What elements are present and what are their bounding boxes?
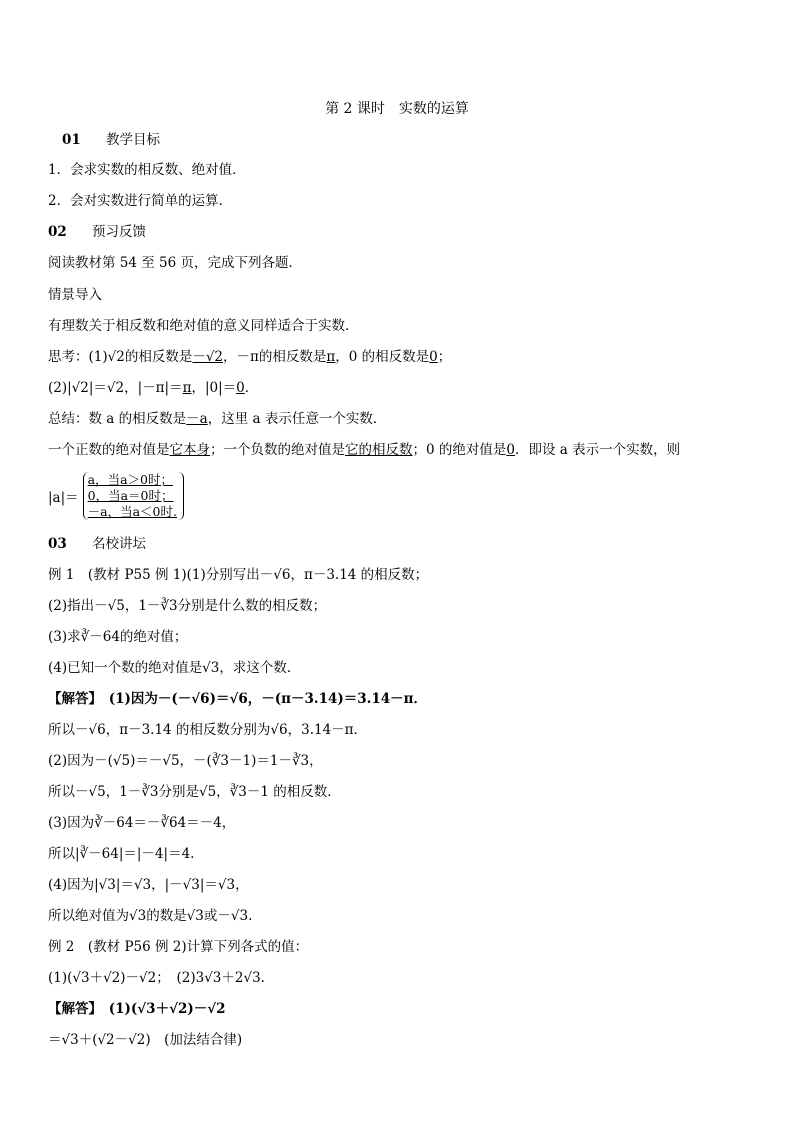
intro-heading: 情景导入 — [48, 287, 102, 303]
solution-line: ＝√3＋(√2－√2) (加法结合律) — [48, 1032, 243, 1048]
answer-blank: 它的相反数 — [345, 442, 413, 458]
solution-line: 【解答】 (1)(√3＋√2)－√2 — [48, 1001, 226, 1017]
reading-instruction: 阅读教材第 54 至 56 页，完成下列各题． — [48, 255, 303, 271]
section-title: 名校讲坛 — [92, 536, 146, 552]
absolute-value-rule: 一个正数的绝对值是它本身；一个负数的绝对值是它的相反数；0 的绝对值是0．即设 a 表示一个实数，则 — [48, 442, 681, 458]
example-line: (4)已知一个数的绝对值是√3，求这个数． — [48, 660, 301, 676]
goal-item: 2．会对实数进行简单的运算． — [48, 193, 233, 209]
solution-line: (2)因为－(√5)＝－√5，－(∛3－1)＝1－∛3， — [48, 753, 323, 769]
solution-line: 【解答】 (1)因为－(－√6)＝√6，－(π－3.14)＝3.14－π． — [48, 691, 428, 707]
example-line: 例 2 (教材 P56 例 2)计算下列各式的值： — [48, 939, 309, 955]
section-heading-lecture — [48, 535, 146, 553]
piecewise-cases — [83, 472, 184, 520]
page-title: 第 2 课时 实数的运算 — [325, 101, 469, 117]
solution-line: 所以－√5，1－∛3分别是√5，∛3－1 的相反数． — [48, 784, 341, 800]
section-title: 教学目标 — [106, 132, 160, 148]
answer-blank: 0 — [236, 380, 245, 396]
solution-line: 所以|∛－64|＝|－4|＝4. — [48, 846, 195, 862]
goal-item: 1．会求实数的相反数、绝对值． — [48, 162, 246, 178]
section-heading-preview — [48, 223, 146, 241]
section-heading-goals — [62, 131, 160, 149]
answer-blank: 0 — [506, 442, 515, 458]
section-number: 03 — [48, 536, 67, 552]
summary: 总结：数 a 的相反数是－a，这里 a 表示任意一个实数． — [48, 411, 387, 427]
piecewise-case: －a，当a＜0时. — [87, 504, 177, 519]
solution-line: (3)因为∛－64＝－∛64＝－4， — [48, 815, 236, 831]
solution-line: (4)因为|√3|＝√3，|－√3|＝√3， — [48, 877, 249, 893]
example-line: (3)求∛－64的绝对值； — [48, 629, 188, 645]
intro-text: 有理数关于相反数和绝对值的意义同样适合于实数． — [48, 318, 359, 334]
section-number: 02 — [48, 224, 67, 240]
solution-line: 所以绝对值为√3的数是√3或－√3. — [48, 908, 253, 924]
section-number: 01 — [62, 132, 81, 148]
think-question-1: 思考：(1)√2的相反数是－√2，－π的相反数是π，0 的相反数是0； — [48, 349, 452, 365]
answer-blank: －a — [186, 411, 208, 427]
answer-blank: 0 — [429, 349, 438, 365]
piecewise-lhs: |a|＝ — [48, 490, 79, 506]
piecewise-definition — [48, 472, 184, 520]
answer-blank: －√2 — [192, 349, 224, 365]
solution-line: 所以－√6，π－3.14 的相反数分别为√6，3.14－π． — [48, 722, 368, 738]
section-title: 预习反馈 — [92, 224, 146, 240]
think-question-2: (2)|√2|＝√2，|－π|＝π，|0|＝0． — [48, 380, 259, 396]
example-line: (2)指出－√5，1－∛3分别是什么数的相反数； — [48, 598, 327, 614]
piecewise-case: a，当a＞0时； — [87, 472, 174, 487]
example-line: 例 1 (教材 P55 例 1)(1)分别写出－√6，π－3.14 的相反数； — [48, 567, 429, 583]
answer-blank: π — [326, 349, 336, 365]
example-line: (1)(√3＋√2)－√2； (2)3√3＋2√3. — [48, 970, 265, 986]
piecewise-case: 0，当a＝0时； — [87, 488, 174, 503]
answer-blank: 它本身 — [169, 442, 210, 458]
answer-blank: π — [182, 380, 192, 396]
